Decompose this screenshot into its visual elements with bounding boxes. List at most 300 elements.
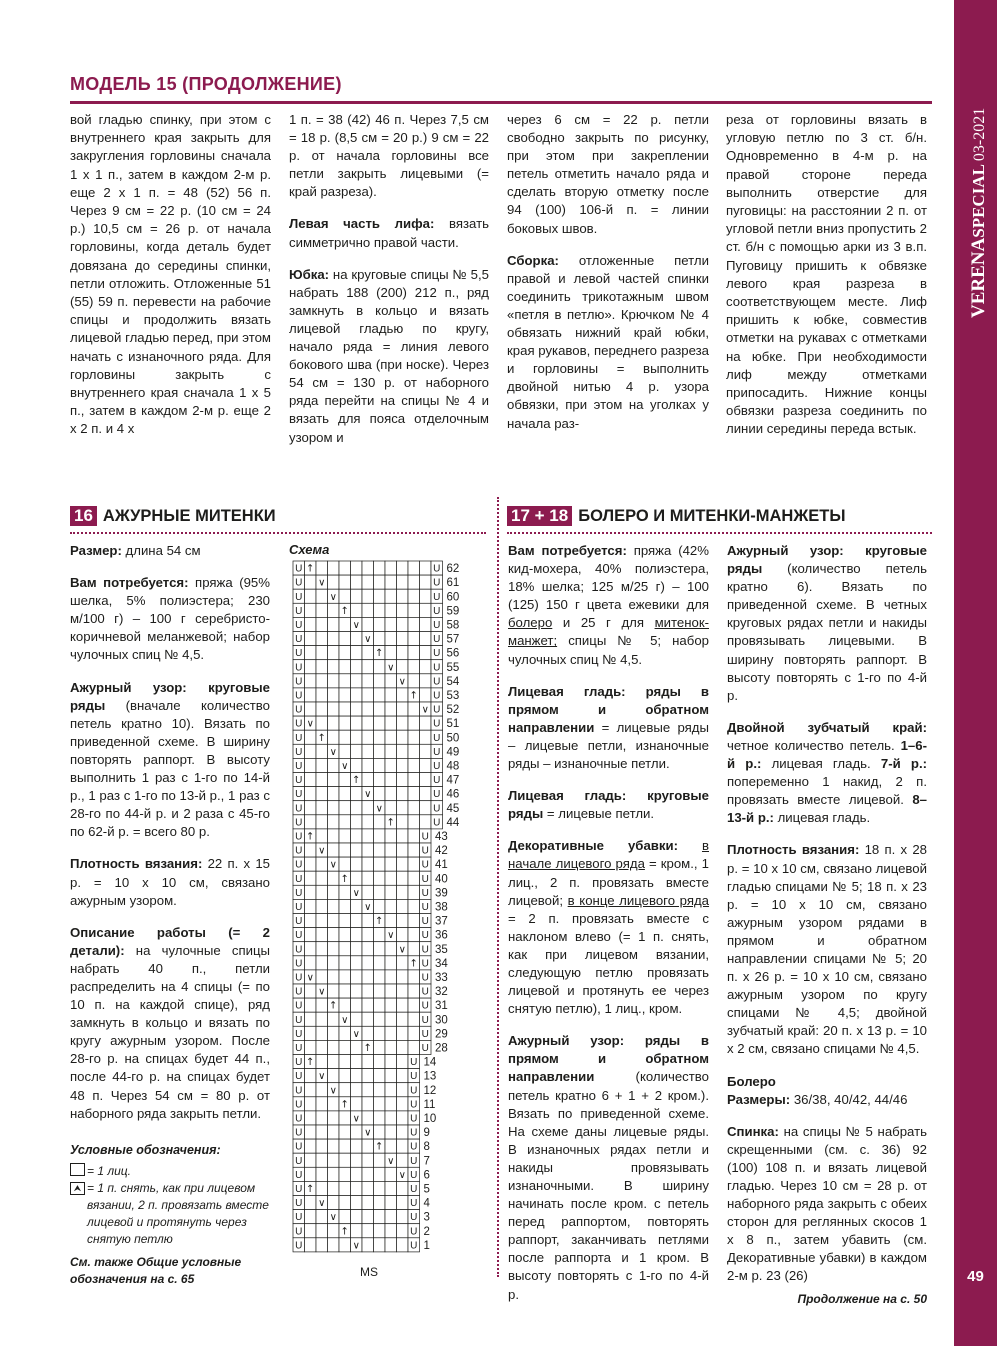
chart-cell [339,928,351,942]
chart-cell [316,899,328,913]
chart-cell [339,646,351,660]
chart-cell [351,702,363,716]
chart-row-number: 51 [446,718,460,731]
sec16-work-text: на чулочные спицы набрать 40 п., петли распределить на 4 спицы (= по 10 п. на каждой спице), ряд замкнуть в кольцо и вязать по кругу ажурным узором. После 28-го р. на спицах будет 44 п., после 44-го р. на спицах будет 48 п. Через 54 см = 80 р. от наборного ряда закрыть петли. [70,942,270,1121]
chart-cell [374,1040,386,1054]
chart-cell [305,871,317,885]
chart-edge-symbol: U [295,986,303,998]
chart-cell [385,603,397,617]
sec17-number: 17 + 18 [507,506,572,526]
chart-row-number: 2 [423,1225,430,1238]
chart-cell [339,1181,351,1195]
chart-cell [397,1069,409,1083]
chart-row-number: 45 [446,802,460,815]
chart-cell [397,1040,409,1054]
chart-cell [420,787,432,801]
chart-cell [316,815,328,829]
chart-cell [316,970,328,984]
chart-cell [305,674,317,688]
chart-edge-symbol: U [410,1184,418,1195]
chart-edge-symbol: U [295,916,303,928]
chart-row-number: 43 [435,831,448,843]
chart-cell [351,787,363,801]
chart-cell [385,702,397,716]
chart-cell [328,1153,340,1167]
page-number: 49 [967,1268,984,1285]
chart-row-number: 4 [423,1197,430,1210]
chart-cell [362,617,374,631]
chart-cell [374,1069,386,1083]
chart-cell [374,843,386,857]
chart-cell [420,744,432,758]
chart-cell [420,589,432,603]
chart-cell [374,758,386,772]
chart-cell [351,730,363,744]
chart-edge-symbol: U [295,1155,303,1167]
chart-cell [420,758,432,772]
chart-cell [316,1153,328,1167]
chart-row-number: 1 [423,1239,430,1252]
chart-edge-symbol: U [410,1085,418,1097]
chart-cell [397,744,409,758]
chart-cell [408,914,420,928]
chart-cell [397,899,409,913]
chart-cell [339,773,351,787]
chart-row-number: 6 [423,1169,430,1182]
chart-cell [328,1055,340,1069]
decrease-symbol-icon: ∨ [329,591,337,603]
chart-cell [316,660,328,674]
decrease-symbol-icon: ↑ [306,1057,315,1069]
chart-cell [328,1196,340,1210]
chart-cell [328,942,340,956]
chart-cell [305,758,317,772]
chart-cell [374,984,386,998]
sec16-header [70,506,276,526]
chart-cell [374,773,386,787]
chart-cell [339,787,351,801]
chart-cell [328,561,340,575]
chart-cell [374,787,386,801]
chart-cell [420,716,432,730]
chart-edge-symbol: U [433,732,441,744]
chart-cell [362,646,374,660]
brand-special: SPECIAL [969,164,988,238]
chart-cell [316,787,328,801]
chart-cell [339,617,351,631]
decrease-symbol-icon: ∨ [421,704,429,716]
chart-cell [397,1097,409,1111]
chart-cell [374,688,386,702]
chart-edge-symbol: U [295,648,303,660]
chart-edge-symbol: U [433,676,441,688]
chart-edge-symbol: U [295,704,303,716]
chart-cell [328,716,340,730]
top-col2-para2 [289,215,489,251]
chart-cell [351,632,363,646]
chart-cell [305,617,317,631]
chart-cell [339,1111,351,1125]
sec16-rule [70,532,486,534]
chart-row-number: 53 [446,690,460,702]
chart-cell [408,716,420,730]
decrease-symbol-icon: ↑ [340,1226,349,1238]
chart-cell [351,1181,363,1195]
sec16-work [70,924,270,1123]
chart-cell [374,730,386,744]
decrease-symbol-icon: ↑ [375,648,384,660]
decrease-symbol-icon: ∨ [329,1085,337,1097]
chart-cell [362,829,374,843]
chart-edge-symbol: U [295,1240,303,1252]
chart-cell [328,885,340,899]
chart-edge-symbol: U [433,634,441,646]
chart-edge-symbol: U [421,958,429,970]
chart-row-number: 30 [435,1014,448,1027]
chart-cell [351,1196,363,1210]
chart-cell [339,984,351,998]
sec17-gauge-text: 18 п. х 28 р. = 10 х 10 см, связано лицевой гладью спицами № 5; 18 п. х 23 р. = 10 х 10 см, связано ажурным узором рядами в прямом и обратном направлении спицами № 5; 20 п. х 26 р. = 10 х 10 см, связано ажурным узором по кругу спицами № 4,5; двойной зубчатый край: 20 п. х 13 р. = 10 х 2 см, связано спицами № 4,5. [727,842,927,1057]
chart-cell [385,829,397,843]
chart-cell [328,956,340,970]
chart-cell [408,899,420,913]
chart-cell [351,843,363,857]
chart-cell [351,1210,363,1224]
chart-row-number: 58 [446,619,460,632]
chart-cell [362,603,374,617]
chart-cell [305,1097,317,1111]
chart-cell [374,956,386,970]
chart-cell [362,970,374,984]
chart-cell [385,801,397,815]
chart-cell [362,1153,374,1167]
chart-cell [408,730,420,744]
chart-edge-symbol: U [295,718,303,730]
chart-row-number: 57 [446,633,460,646]
chart-edge-symbol: U [433,605,441,617]
chart-cell [339,857,351,871]
chart-cell [385,942,397,956]
assembly-label: Сборка: [507,252,559,268]
decrease-symbol-icon: ∨ [398,1169,406,1181]
chart-cell [316,829,328,843]
chart-cell [374,632,386,646]
chart-cell [339,660,351,674]
chart-edge-symbol: U [295,1169,303,1181]
sec17-column-b [727,542,927,1308]
chart-cell [351,899,363,913]
chart-cell [339,843,351,857]
chart-edge-symbol: U [433,563,441,575]
chart-cell [397,970,409,984]
decrease-symbol-icon: ↑ [317,732,326,744]
chart-cell [397,561,409,575]
chart-cell [420,815,432,829]
chart-cell [316,674,328,688]
chart-cell [397,998,409,1012]
svg-text:VERENASPECIAL03-2021 [968,108,989,318]
chart-cell [339,829,351,843]
chart-cell [362,660,374,674]
chart-cell [397,1210,409,1224]
chart-cell [305,1069,317,1083]
sec17-sizes [727,1091,927,1109]
chart-cell [385,1238,397,1252]
chart-cell [351,561,363,575]
chart-row-number: 14 [423,1056,437,1069]
chart-cell [374,1125,386,1139]
chart-cell [420,688,432,702]
chart-edge-symbol: U [295,817,303,829]
chart-cell [316,1181,328,1195]
chart-cell [374,1167,386,1181]
top-section-rule [70,101,932,104]
sec17-edge [727,719,927,828]
chart-row-number: 31 [435,1000,448,1013]
legend-decrease-text: = 1 п. снять, как при лицевом вязании, 2 п. провязать вместе лицевой и протянуть через снятую петлю [87,1181,269,1246]
decrease-symbol-icon: ∨ [318,1071,326,1083]
chart-cell [397,617,409,631]
chart-cell [316,1210,328,1224]
chart-cell [316,1167,328,1181]
chart-cell [305,646,317,660]
sec17-need-bolero: болеро [508,615,553,631]
chart-cell [374,1026,386,1040]
chart-cell [351,575,363,589]
chart-cell [385,1224,397,1238]
chart-edge-symbol: U [410,1240,418,1252]
chart-cell [351,589,363,603]
chart-cell [385,1083,397,1097]
sec17-dec-u1: в начале лицевого ряда [508,838,709,872]
sec17-edge-b3: 8–13-й р.: [727,792,927,826]
chart-cell [328,1026,340,1040]
chart-cell [374,885,386,899]
decrease-symbol-icon: ↑ [386,817,395,829]
top-col3-para2 [507,252,709,433]
chart-cell [316,801,328,815]
chart-cell [397,1055,409,1069]
chart-cell [328,815,340,829]
chart-cell [420,617,432,631]
chart-cell [305,773,317,787]
decrease-symbol-icon: ↑ [306,563,315,575]
chart-cell [362,984,374,998]
sec17-rule [507,532,932,534]
chart-cell [328,928,340,942]
chart-edge-symbol: U [421,986,429,998]
chart-edge-symbol: U [410,1226,418,1238]
top-col2-para1: 1 п. = 38 (42) 46 п. Через 7,5 см = 18 р. (8,5 см = 20 р.) 9 см = 22 р. от начала горловины все петли закрыть лицевыми (= край разреза). [289,112,489,200]
chart-cell [362,702,374,716]
chart-cell [328,1181,340,1195]
chart-edge-symbol: U [295,605,303,617]
chart-cell [351,998,363,1012]
chart-cell [362,1224,374,1238]
chart-edge-symbol: U [433,704,441,716]
chart-edge-symbol: U [410,1099,418,1111]
chart-edge-symbol: U [421,859,429,871]
chart-cell [385,857,397,871]
chart-cell [351,1153,363,1167]
chart-edge-symbol: U [433,718,441,730]
left-bodice-label: Левая часть лифа: [289,216,435,232]
sec16-size-label: Размер: [70,543,122,558]
chart-cell [374,575,386,589]
chart-cell [316,1139,328,1153]
chart-cell [385,1181,397,1195]
chart-cell [305,589,317,603]
chart-edge-symbol: U [433,761,441,772]
chart-cell [385,589,397,603]
chart-cell [328,1069,340,1083]
chart-edge-symbol: U [433,789,441,801]
decrease-symbol-icon: ∨ [329,1212,337,1224]
sec17-back-label: Спинка: [727,1123,779,1139]
chart-cell [362,1238,374,1252]
chart-cell [351,857,363,871]
sec16-need-text: пряжа (95% шелка, 5% полиэстера; 230 м/100 г) – 100 г серебристо-коричневой меланжевой; набор чулочных спиц № 4,5. [70,575,270,663]
chart-cell [362,1181,374,1195]
chart-cell [385,984,397,998]
chart-cell [305,843,317,857]
chart-row-number: 8 [423,1141,430,1154]
chart-cell [385,632,397,646]
decrease-symbol-icon: ∨ [352,887,360,899]
chart-edge-symbol: U [295,902,303,913]
chart-cell [408,646,420,660]
chart-row-number: 36 [435,929,448,942]
sec17-edge-t3: попеременно 1 накид, 2 п. провязать вместе лицевой. [727,774,927,808]
chart-row-number: 32 [435,986,448,999]
chart-cell [420,632,432,646]
chart-edge-symbol: U [295,958,303,970]
chart-cell [339,730,351,744]
chart-cell [374,1097,386,1111]
chart-edge-symbol: U [421,902,429,913]
chart-cell [305,914,317,928]
chart-cell [420,561,432,575]
sec16-text [70,542,270,1137]
sec16-need-label: Вам потребуется: [70,575,189,591]
chart-edge-symbol: U [295,1057,303,1069]
chart-cell [351,646,363,660]
chart-cell [316,1238,328,1252]
chart-cell [328,1125,340,1139]
chart-edge-symbol: U [295,591,303,603]
chart-cell [397,1083,409,1097]
chart-cell [328,632,340,646]
chart-row-number: 46 [446,788,460,801]
chart-cell [316,885,328,899]
chart-cell [305,632,317,646]
chart-cell [328,646,340,660]
chart-cell [339,1055,351,1069]
chart-cell [408,815,420,829]
chart-cell [362,815,374,829]
brand-issue: 03-2021 [971,107,988,162]
top-column-4: реза от горловины вязать в угловую петлю по 3 ст. б/н. Одновременно в 4-м р. на правой стороне переда выполнить отверстие для пуговицы: на расстоянии 2 п. от угловой петли вниз пропустить 2 ст. б/н с помощью арки из 3 в.п. Пуговицу пришить к обвязке левого края разреза в соответствующем месте. Лиф пришить к юбке, совместив отметки на рукавах с отметками на юбке. При необходимости лиф между отметками припосадить. Нижние концы обвязки разреза соединить по линии середины переда встык. [726,112,927,437]
chart-cell [385,575,397,589]
chart-cell [305,956,317,970]
chart-cell [339,801,351,815]
chart-ms-label: MS [360,1264,378,1279]
chart-cell [362,1111,374,1125]
chart-cell [374,716,386,730]
chart-cell [408,589,420,603]
chart-cell [305,1111,317,1125]
chart-cell [374,998,386,1012]
chart-edge-symbol: U [295,1028,303,1040]
decrease-symbol-icon: ∨ [341,1014,349,1026]
sec16-title: АЖУРНЫЕ МИТЕНКИ [102,507,276,525]
sec17-column-a [508,542,709,1318]
sec16-lace-label: Ажурный узор: круговые ряды [70,679,270,713]
chart-row-number: 9 [423,1127,430,1140]
chart-cell [397,815,409,829]
chart-cell [397,773,409,787]
section-divider [497,497,499,1277]
top-col2-para3 [289,266,489,447]
chart-cell [328,575,340,589]
chart-cell [362,561,374,575]
chart-cell [351,970,363,984]
chart-edge-symbol: U [295,662,303,674]
chart-cell [385,787,397,801]
chart-edge-symbol: U [295,1071,303,1083]
sec16-gauge-text: 22 п. х 15 р. = 10 х 10 см, связано ажурным узором. [70,856,270,908]
sec17-lace1-text: (количество петель кратно 6 + 1 + 2 кром.). Вязать по приведенной схеме. На схеме даны лицевые ряды. В изнаночных рядах петли и накиды провязывать изнаночными. В ширину начинать после кром. с петель перед раппортом, повторять раппорт, заканчивать петлями после раппорта и 1 кром. В высоту повторять с 1-го по 4-й р. [508,1069,709,1302]
chart-cell [385,871,397,885]
chart-cell [328,787,340,801]
chart-cell [408,928,420,942]
chart-cell [408,970,420,984]
knit-symbol-icon [70,1163,85,1176]
chart-cell [408,1040,420,1054]
decrease-symbol-icon: ∨ [306,972,314,984]
chart-cell [420,660,432,674]
chart-cell [385,688,397,702]
legend-title: Условные обозначения: [70,1143,221,1157]
chart-cell [305,688,317,702]
chart-cell [316,1097,328,1111]
chart-cell [408,702,420,716]
decrease-symbol-icon: ↑ [329,1000,338,1012]
chart-cell [316,646,328,660]
chart-cell [397,1181,409,1195]
chart-cell [316,871,328,885]
chart-cell [305,603,317,617]
chart-cell [328,1111,340,1125]
chart-edge-symbol: U [295,972,303,984]
chart-cell [374,603,386,617]
chart-edge-symbol: U [295,859,303,871]
decrease-symbol-icon: ∨ [387,662,395,674]
chart-cell [305,1224,317,1238]
chart-edge-symbol: U [295,803,303,815]
chart-cell [305,1040,317,1054]
sec17-edge-t2: лицевая гладь. [761,756,881,772]
chart-cell [351,1167,363,1181]
chart-row-number: 11 [423,1098,436,1111]
chart-cell [408,857,420,871]
chart-cell [397,702,409,716]
sec17-lace1-label: Ажурный узор: ряды в прямом и обратном направлении [508,1033,709,1085]
chart-edge-symbol: U [421,1014,429,1026]
decrease-symbol-icon: ∨ [398,676,406,688]
chart-edge-symbol: U [410,1155,418,1167]
chart-cell [305,1196,317,1210]
